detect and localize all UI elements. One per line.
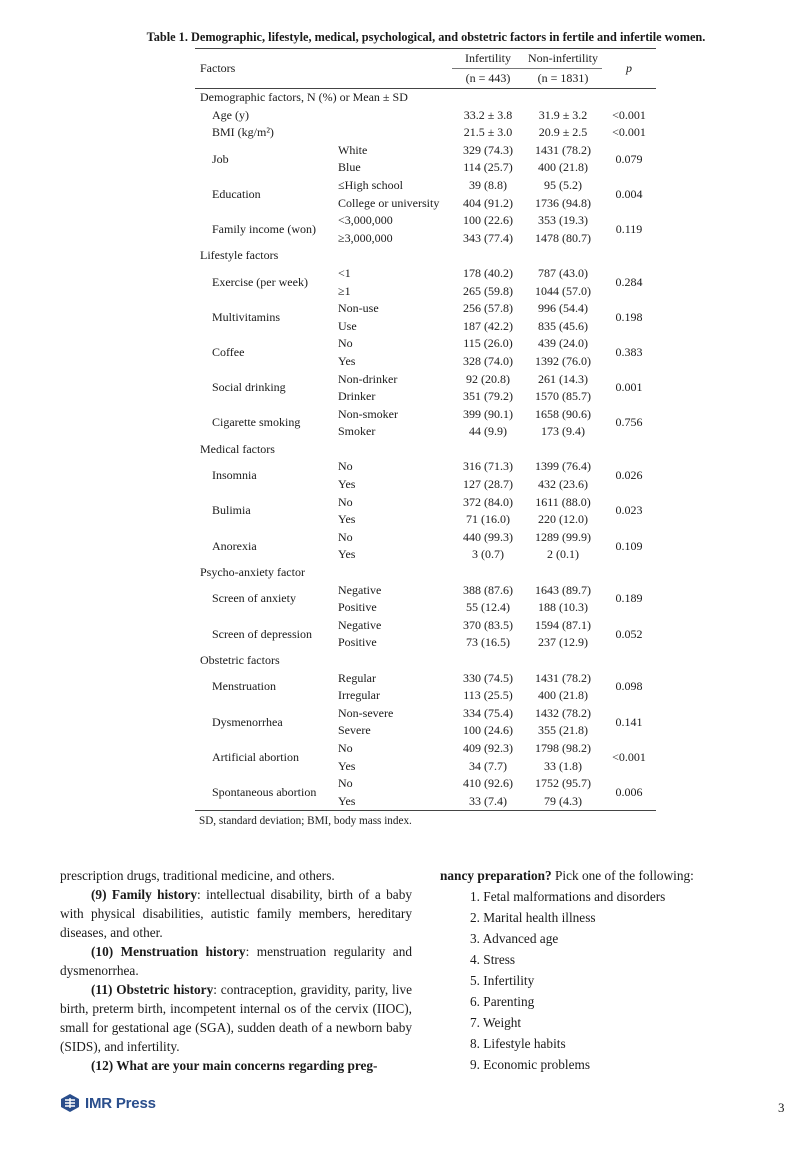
table-row — [195, 740, 656, 758]
level-cell: <3,000,000 — [338, 213, 393, 228]
non-infertility-cell: 355 (21.8) — [538, 723, 588, 738]
infertility-cell: 33.2 ± 3.8 — [463, 107, 513, 122]
infertility-cell: 265 (59.8) — [463, 283, 513, 298]
infertility-cell: 33 (7.4) — [452, 793, 524, 811]
infertility-cell: 343 (77.4) — [463, 230, 513, 245]
level-cell: Non-severe — [338, 705, 394, 720]
list-item: 1. Fetal malformations and disorders — [470, 889, 666, 904]
table-row — [195, 406, 656, 424]
infertility-cell: 329 (74.3) — [463, 142, 513, 157]
table-footnote: SD, standard deviation; BMI, body mass index. — [195, 811, 656, 832]
infertility-cell: 100 (24.6) — [463, 723, 513, 738]
p-value-cell: 0.001 — [615, 380, 643, 395]
list-item: 5. Infertility — [470, 973, 535, 988]
infertility-cell: 115 (26.0) — [463, 336, 513, 351]
p-value-cell: <0.001 — [612, 125, 646, 140]
section-header-row — [195, 247, 656, 265]
infertility-cell: 388 (87.6) — [463, 582, 513, 597]
p-value-cell: 0.004 — [615, 186, 643, 201]
header-infertility-n: (n = 443) — [465, 71, 511, 85]
main-concerns-heading: (12) What are your main concerns regarding preg- — [91, 1058, 378, 1073]
infertility-cell: 178 (40.2) — [463, 265, 513, 280]
non-infertility-cell: 173 (9.4) — [541, 424, 585, 439]
level-cell: Negative — [338, 617, 382, 632]
table-row — [195, 458, 656, 476]
table-row — [195, 142, 656, 160]
factor-cell: Age (y) — [212, 107, 249, 122]
section-header-row — [195, 652, 656, 670]
non-infertility-cell: 835 (45.6) — [538, 318, 588, 333]
non-infertility-cell: 1478 (80.7) — [535, 230, 591, 245]
p-value-cell: 0.052 — [615, 626, 643, 641]
p-value-cell: 0.119 — [615, 221, 643, 236]
level-cell: Irregular — [338, 688, 380, 703]
table-row — [195, 371, 656, 389]
obstetric-history-heading: (11) Obstetric history — [91, 982, 214, 997]
level-cell: White — [338, 142, 368, 157]
infertility-cell: 399 (90.1) — [463, 406, 513, 421]
factor-cell: Family income (won) — [212, 221, 316, 236]
factor-cell: Menstruation — [212, 679, 276, 694]
non-infertility-cell: 1570 (85.7) — [535, 389, 591, 404]
list-item: 6. Parenting — [470, 994, 535, 1009]
non-infertility-cell: 1392 (76.0) — [535, 353, 591, 368]
level-cell: <1 — [338, 265, 351, 280]
level-cell: ≥1 — [338, 283, 351, 298]
table-container — [195, 48, 651, 831]
non-infertility-cell: 996 (54.4) — [538, 301, 588, 316]
menstruation-history-heading: (10) Menstruation history — [91, 944, 246, 959]
level-cell: College or university — [338, 195, 440, 210]
menstruation-history-text: : menstruation regularity and dysmenorrhea. — [60, 944, 412, 978]
section-title: Obstetric factors — [200, 653, 280, 667]
p-value-cell: 0.141 — [615, 714, 643, 729]
non-infertility-cell: 787 (43.0) — [538, 265, 588, 280]
non-infertility-cell: 1431 (78.2) — [535, 670, 591, 685]
section-header-row — [195, 441, 656, 459]
factor-cell: Bulimia — [212, 503, 251, 518]
infertility-cell: 440 (99.3) — [463, 529, 513, 544]
header-factors: Factors — [195, 49, 338, 89]
infertility-cell: 409 (92.3) — [463, 740, 513, 755]
level-cell: Yes — [338, 353, 356, 368]
table-row — [195, 494, 656, 512]
level-cell: No — [338, 776, 353, 791]
level-cell: Severe — [338, 723, 371, 738]
infertility-cell: 114 (25.7) — [463, 160, 513, 175]
infertility-cell: 92 (20.8) — [466, 371, 510, 386]
list-item: 3. Advanced age — [470, 931, 559, 946]
level-cell: Drinker — [338, 389, 376, 404]
factor-cell: Multivitamins — [212, 309, 281, 324]
p-value-cell: 0.079 — [615, 151, 643, 166]
non-infertility-cell: 33 (1.8) — [544, 758, 582, 773]
p-value-cell: 0.026 — [615, 468, 643, 483]
concerns-lead-text: Pick one of the following: — [551, 868, 694, 883]
p-value-cell: 0.006 — [602, 775, 656, 811]
level-cell: No — [338, 336, 353, 351]
section-title: Psycho-anxiety factor — [200, 565, 305, 580]
non-infertility-cell: 1594 (87.1) — [535, 617, 591, 632]
table-row — [195, 177, 656, 195]
publisher-logo — [60, 1093, 156, 1113]
infertility-cell: 44 (9.9) — [469, 424, 507, 439]
infertility-cell: 328 (74.0) — [463, 353, 513, 368]
table-caption: Table 1. Demographic, lifestyle, medical, psychological, and obstetric factors in fertile and infertile women. — [146, 30, 706, 44]
level-cell: Regular — [338, 670, 376, 685]
non-infertility-cell: 31.9 ± 3.2 — [538, 107, 588, 122]
factor-cell: Cigarette smoking — [212, 415, 301, 430]
factor-cell: Insomnia — [212, 468, 257, 483]
section-header-row — [195, 89, 656, 107]
table-row — [195, 265, 656, 283]
non-infertility-cell: 1399 (76.4) — [535, 459, 591, 474]
infertility-cell: 187 (42.2) — [463, 318, 513, 333]
publisher-logo-icon — [60, 1093, 80, 1113]
list-item: 7. Weight — [470, 1015, 522, 1030]
level-cell: ≤High school — [338, 177, 403, 192]
header-non-infertility: Non-infertility — [524, 49, 602, 69]
level-cell: Blue — [338, 160, 361, 175]
infertility-cell: 3 (0.7) — [472, 547, 504, 562]
non-infertility-cell: 400 (21.8) — [538, 160, 588, 175]
infertility-cell: 39 (8.8) — [469, 177, 507, 192]
infertility-cell: 100 (22.6) — [463, 213, 513, 228]
level-cell: Use — [338, 318, 357, 333]
right-column-text — [440, 866, 740, 1075]
non-infertility-cell: 2 (0.1) — [547, 547, 579, 562]
family-history-text: : intellectual disability, birth of a baby with physical disabilities, autistic family members, hereditary diseases, and other. — [60, 887, 412, 940]
factor-cell: Dysmenorrhea — [212, 714, 283, 729]
level-cell — [338, 107, 452, 125]
level-cell: Non-use — [338, 301, 379, 316]
factor-cell: Screen of depression — [212, 626, 312, 641]
infertility-cell: 334 (75.4) — [463, 705, 513, 720]
level-cell: Non-drinker — [338, 371, 398, 386]
paragraph-obstetric-history — [60, 980, 412, 1056]
p-value-cell: 0.189 — [615, 591, 643, 606]
non-infertility-cell: 220 (12.0) — [538, 512, 588, 527]
non-infertility-cell: 1432 (78.2) — [535, 705, 591, 720]
level-cell — [338, 124, 452, 142]
infertility-cell: 113 (25.5) — [463, 688, 513, 703]
infertility-cell: 372 (84.0) — [463, 494, 513, 509]
factor-cell: Artificial abortion — [212, 749, 299, 764]
table-row — [195, 582, 656, 600]
publisher-logo-text: IMR Press — [85, 1094, 156, 1112]
paragraph-prescription: prescription drugs, traditional medicine, and others. — [60, 868, 335, 883]
infertility-cell: 316 (71.3) — [463, 459, 513, 474]
table-row — [195, 300, 656, 318]
non-infertility-cell: 1658 (90.6) — [535, 406, 591, 421]
p-value-cell: 0.383 — [615, 345, 643, 360]
page-number: 3 — [778, 1100, 785, 1115]
infertility-cell: 410 (92.6) — [463, 776, 513, 791]
p-value-cell: <0.001 — [612, 107, 646, 122]
infertility-cell: 330 (74.5) — [463, 670, 513, 685]
section-title: Medical factors — [200, 441, 275, 456]
paragraph-family-history — [60, 885, 412, 942]
p-value-cell: 0.109 — [615, 538, 643, 553]
non-infertility-cell: 1643 (89.7) — [535, 582, 591, 597]
concerns-lead-bold: nancy preparation? — [440, 868, 552, 883]
level-cell: Yes — [338, 793, 452, 811]
non-infertility-cell: 1798 (98.2) — [535, 740, 591, 755]
table-row — [195, 529, 656, 547]
level-cell: ≥3,000,000 — [338, 230, 393, 245]
non-infertility-cell: 1736 (94.8) — [535, 195, 591, 210]
infertility-cell: 256 (57.8) — [463, 301, 513, 316]
level-cell: Smoker — [338, 424, 376, 439]
p-value-cell: 0.756 — [615, 415, 643, 430]
factor-cell: Job — [212, 151, 229, 166]
concerns-lead — [440, 866, 740, 885]
non-infertility-cell: 20.9 ± 2.5 — [538, 125, 588, 140]
non-infertility-cell: 79 (4.3) — [524, 793, 602, 811]
factor-cell: Education — [212, 186, 261, 201]
non-infertility-cell: 188 (10.3) — [538, 600, 588, 615]
paragraph-main-concerns — [60, 1056, 412, 1075]
level-cell: Positive — [338, 635, 377, 650]
level-cell: Negative — [338, 582, 382, 597]
infertility-cell: 55 (12.4) — [466, 600, 510, 615]
infertility-cell: 71 (16.0) — [466, 512, 510, 527]
table-body — [195, 89, 656, 811]
list-item: 2. Marital health illness — [470, 910, 596, 925]
non-infertility-cell: 237 (12.9) — [538, 635, 588, 650]
non-infertility-cell: 353 (19.3) — [538, 213, 588, 228]
family-history-heading: (9) Family history — [91, 887, 198, 902]
level-cell: Yes — [338, 477, 356, 492]
level-cell: No — [338, 459, 353, 474]
level-cell: Non-smoker — [338, 406, 398, 421]
p-value-cell: 0.198 — [615, 309, 643, 324]
list-item: 9. Economic problems — [470, 1057, 591, 1072]
non-infertility-cell: 432 (23.6) — [538, 477, 588, 492]
non-infertility-cell: 1752 (95.7) — [535, 776, 591, 791]
level-cell: No — [338, 740, 353, 755]
factor-cell: Exercise (per week) — [212, 274, 308, 289]
non-infertility-cell: 1611 (88.0) — [535, 494, 591, 509]
infertility-cell: 351 (79.2) — [463, 389, 513, 404]
infertility-cell: 370 (83.5) — [463, 617, 513, 632]
table-row — [195, 775, 656, 793]
section-title: Demographic factors, N (%) or Mean ± SD — [195, 89, 656, 107]
paragraph-menstruation-history — [60, 942, 412, 980]
level-cell: No — [338, 494, 353, 509]
list-item: 4. Stress — [470, 952, 516, 967]
header-p: p — [602, 49, 656, 89]
infertility-cell: 127 (28.7) — [463, 477, 513, 492]
level-cell: Yes — [338, 758, 356, 773]
infertility-cell: 73 (16.5) — [466, 635, 510, 650]
section-title: Lifestyle factors — [200, 248, 279, 263]
non-infertility-cell: 1044 (57.0) — [535, 283, 591, 298]
table-row — [195, 617, 656, 635]
table-row — [195, 212, 656, 230]
non-infertility-cell: 400 (21.8) — [538, 688, 588, 703]
p-value-cell: 0.284 — [615, 274, 643, 289]
non-infertility-cell: 439 (24.0) — [538, 336, 588, 351]
p-value-cell: 0.023 — [615, 503, 643, 518]
level-cell: Yes — [338, 512, 356, 527]
non-infertility-cell: 1431 (78.2) — [535, 142, 591, 157]
left-column-text — [60, 866, 412, 1075]
table-row — [195, 705, 656, 723]
list-item: 8. Lifestyle habits — [470, 1036, 566, 1051]
header-infertility: Infertility — [452, 49, 524, 69]
factor-cell: Screen of anxiety — [212, 591, 296, 606]
factor-cell: Coffee — [212, 345, 245, 360]
factor-cell: BMI (kg/m²) — [212, 125, 274, 140]
table-row — [195, 124, 656, 142]
level-cell: Positive — [338, 600, 377, 615]
non-infertility-cell: 1289 (99.9) — [535, 529, 591, 544]
level-cell: Yes — [338, 547, 356, 562]
level-cell: No — [338, 529, 353, 544]
data-table — [195, 48, 656, 831]
p-value-cell: <0.001 — [612, 749, 646, 764]
table-row — [195, 670, 656, 688]
infertility-cell: 34 (7.7) — [469, 758, 507, 773]
non-infertility-cell: 261 (14.3) — [538, 371, 588, 386]
non-infertility-cell: 95 (5.2) — [544, 177, 582, 192]
table-row — [195, 335, 656, 353]
infertility-cell: 21.5 ± 3.0 — [463, 125, 513, 140]
factor-cell: Spontaneous abortion — [195, 775, 338, 811]
header-non-infertility-n: (n = 1831) — [537, 71, 589, 85]
obstetric-history-text: : contraception, gravidity, parity, live birth, preterm birth, incompetent internal os of the cervix (IIOC), small for gestational age (SGA), sudden death of a newborn baby (SIDS), and infertility. — [60, 982, 412, 1054]
factor-cell: Social drinking — [212, 380, 286, 395]
concerns-list — [440, 886, 740, 1075]
factor-cell: Anorexia — [212, 538, 257, 553]
infertility-cell: 404 (91.2) — [463, 195, 513, 210]
table-row — [195, 107, 656, 125]
p-value-cell: 0.098 — [615, 679, 643, 694]
section-header-row — [195, 564, 656, 582]
